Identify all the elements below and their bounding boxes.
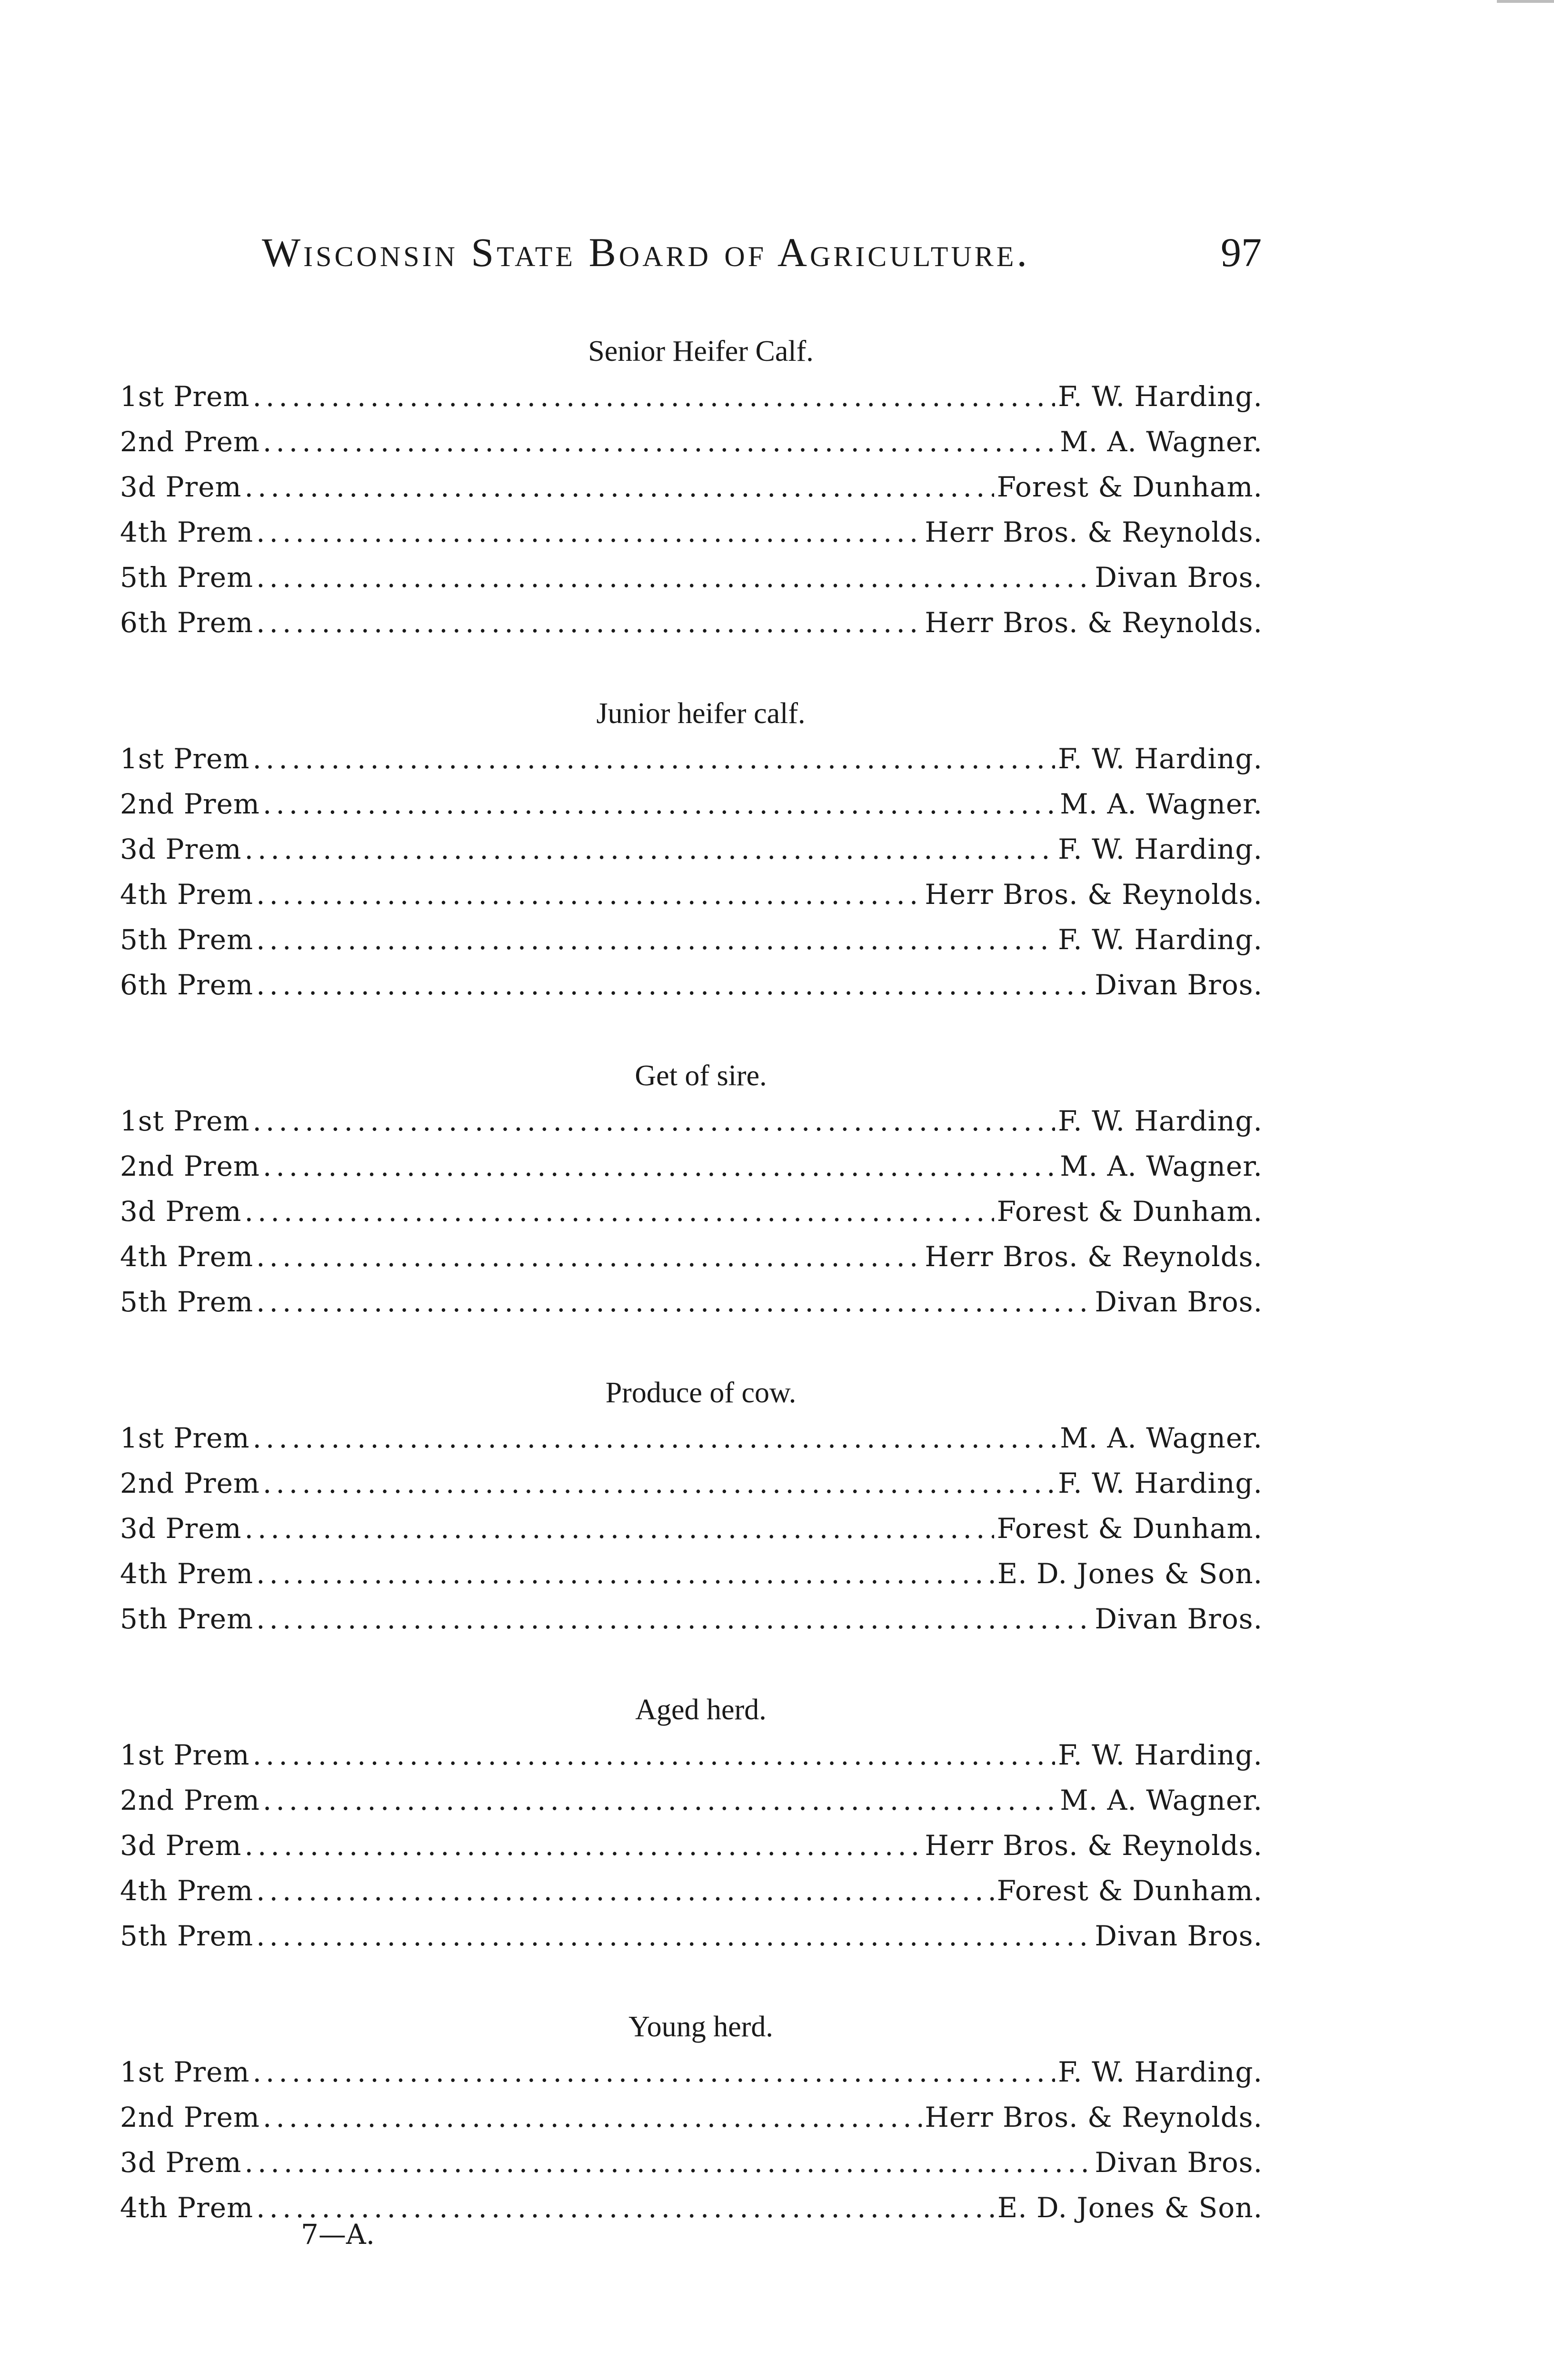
premium-place: 5th Prem (120, 1603, 254, 1635)
premium-winner: Divan Bros. (1095, 1920, 1263, 1952)
dot-leader (256, 1234, 922, 1279)
dot-leader (256, 600, 922, 645)
dot-leader (245, 2140, 1092, 2185)
premium-entry (120, 2095, 1263, 2140)
premium-entry (120, 555, 1263, 600)
page-number: 97 (1221, 229, 1262, 275)
dot-leader (256, 872, 922, 917)
premium-place: 1st Prem (120, 1422, 250, 1454)
premium-list (120, 328, 1263, 2231)
premium-winner: Divan Bros. (1095, 1286, 1263, 1318)
premium-entry (120, 1144, 1263, 1189)
premium-winner: F. W. Harding. (1058, 1105, 1263, 1137)
dot-leader (245, 1506, 994, 1551)
premium-place: 4th Prem (120, 2192, 254, 2224)
dot-leader (263, 419, 1057, 465)
dot-leader (256, 555, 1092, 600)
premium-winner: F. W. Harding. (1058, 380, 1263, 413)
section-title: Senior Heifer Calf. (588, 335, 814, 367)
premium-place: 4th Prem (120, 1557, 254, 1590)
dot-leader (252, 1099, 1055, 1144)
section-title: Get of sire. (635, 1060, 767, 1092)
premium-place: 1st Prem (120, 743, 250, 775)
premium-winner: Herr Bros. & Reynolds. (925, 878, 1263, 911)
section-title: Junior heifer calf. (596, 697, 806, 730)
award-section (120, 2004, 1263, 2231)
premium-place: 5th Prem (120, 1920, 254, 1952)
signature-mark: 7—A. (301, 2218, 375, 2251)
premium-entry (120, 736, 1263, 782)
premium-place: 2nd Prem (120, 426, 260, 458)
premium-winner: Herr Bros. & Reynolds. (925, 606, 1263, 639)
running-head (262, 228, 1262, 286)
premium-winner: Herr Bros. & Reynolds. (925, 1240, 1263, 1273)
dot-leader (256, 1279, 1092, 1325)
dot-leader (263, 1144, 1057, 1189)
premium-winner: Forest & Dunham. (996, 471, 1263, 503)
premium-place: 2nd Prem (120, 1150, 260, 1182)
premium-entry (120, 510, 1263, 555)
dot-leader (252, 374, 1055, 419)
dot-leader (256, 917, 1055, 962)
premium-place: 3d Prem (120, 833, 242, 865)
page-edge-mark (1497, 0, 1554, 3)
premium-entry (120, 2050, 1263, 2095)
premium-winner: Divan Bros. (1095, 2146, 1263, 2179)
dot-leader (263, 782, 1057, 827)
premium-entry (120, 1551, 1263, 1597)
premium-place: 5th Prem (120, 561, 254, 594)
dot-leader (256, 1914, 1092, 1959)
premium-entry (120, 2140, 1263, 2185)
premium-entry (120, 782, 1263, 827)
section-title: Young herd. (628, 2011, 773, 2043)
dot-leader (263, 1461, 1055, 1506)
premium-place: 4th Prem (120, 516, 254, 548)
dot-leader (252, 1416, 1057, 1461)
premium-entry (120, 419, 1263, 465)
dot-leader (256, 962, 1092, 1008)
premium-winner: Divan Bros. (1095, 969, 1263, 1001)
premium-place: 3d Prem (120, 2146, 242, 2179)
premium-place: 1st Prem (120, 380, 250, 413)
premium-winner: M. A. Wagner. (1060, 788, 1263, 820)
premium-winner: M. A. Wagner. (1060, 426, 1263, 458)
premium-entry (120, 1234, 1263, 1279)
premium-place: 2nd Prem (120, 2101, 260, 2133)
dot-leader (252, 2050, 1055, 2095)
section-title: Produce of cow. (605, 1377, 797, 1409)
dot-leader (252, 736, 1055, 782)
dot-leader (263, 2095, 922, 2140)
premium-winner: F. W. Harding. (1058, 1467, 1263, 1499)
running-title: Wisconsin State Board of Agriculture. (262, 229, 1030, 275)
premium-place: 3d Prem (120, 1195, 242, 1228)
premium-winner: E. D. Jones & Son. (997, 1557, 1263, 1590)
premium-place: 3d Prem (120, 1512, 242, 1545)
premium-entry (120, 917, 1263, 962)
premium-place: 1st Prem (120, 1739, 250, 1771)
premium-winner: Herr Bros. & Reynolds. (925, 2101, 1263, 2133)
premium-winner: Herr Bros. & Reynolds. (925, 516, 1263, 548)
award-section (120, 691, 1263, 1008)
dot-leader (252, 1733, 1055, 1778)
premium-entry (120, 827, 1263, 872)
dot-leader (245, 465, 994, 510)
premium-place: 4th Prem (120, 1874, 254, 1907)
premium-entry (120, 1189, 1263, 1234)
dot-leader (256, 1868, 994, 1914)
premium-place: 5th Prem (120, 923, 254, 956)
dot-leader (245, 1823, 922, 1868)
premium-entry (120, 2185, 1263, 2231)
premium-entry (120, 872, 1263, 917)
premium-entry (120, 1914, 1263, 1959)
dot-leader (263, 1778, 1057, 1823)
dot-leader (256, 1551, 995, 1597)
premium-entry (120, 962, 1263, 1008)
premium-place: 6th Prem (120, 606, 254, 639)
premium-place: 3d Prem (120, 1829, 242, 1862)
premium-entry (120, 1416, 1263, 1461)
premium-winner: F. W. Harding. (1058, 2056, 1263, 2088)
premium-entry (120, 465, 1263, 510)
premium-place: 2nd Prem (120, 1467, 260, 1499)
premium-entry (120, 600, 1263, 645)
premium-entry (120, 1461, 1263, 1506)
premium-winner: F. W. Harding. (1058, 833, 1263, 865)
premium-place: 1st Prem (120, 1105, 250, 1137)
dot-leader (256, 1597, 1092, 1642)
premium-winner: M. A. Wagner. (1060, 1784, 1263, 1816)
premium-place: 5th Prem (120, 1286, 254, 1318)
premium-winner: M. A. Wagner. (1060, 1422, 1263, 1454)
premium-place: 4th Prem (120, 878, 254, 911)
premium-place: 6th Prem (120, 969, 254, 1001)
premium-winner: M. A. Wagner. (1060, 1150, 1263, 1182)
premium-place: 2nd Prem (120, 788, 260, 820)
award-section (120, 1370, 1263, 1642)
premium-entry (120, 374, 1263, 419)
premium-entry (120, 1778, 1263, 1823)
premium-winner: Divan Bros. (1095, 1603, 1263, 1635)
premium-winner: E. D. Jones & Son. (997, 2192, 1263, 2224)
award-section (120, 1053, 1263, 1325)
dot-leader (256, 510, 922, 555)
premium-entry (120, 1506, 1263, 1551)
premium-winner: Forest & Dunham. (996, 1195, 1263, 1228)
premium-entry (120, 1099, 1263, 1144)
premium-entry (120, 1733, 1263, 1778)
premium-winner: Herr Bros. & Reynolds. (925, 1829, 1263, 1862)
premium-entry (120, 1823, 1263, 1868)
premium-entry (120, 1279, 1263, 1325)
award-section (120, 1687, 1263, 1959)
premium-entry (120, 1597, 1263, 1642)
award-section (120, 328, 1263, 645)
premium-place: 3d Prem (120, 471, 242, 503)
premium-entry (120, 1868, 1263, 1914)
dot-leader (245, 827, 1056, 872)
premium-winner: F. W. Harding. (1058, 923, 1263, 956)
premium-winner: Forest & Dunham. (996, 1874, 1263, 1907)
premium-place: 1st Prem (120, 2056, 250, 2088)
premium-winner: F. W. Harding. (1058, 1739, 1263, 1771)
dot-leader (245, 1189, 994, 1234)
premium-winner: F. W. Harding. (1058, 743, 1263, 775)
premium-winner: Forest & Dunham. (996, 1512, 1263, 1545)
premium-winner: Divan Bros. (1095, 561, 1263, 594)
premium-place: 4th Prem (120, 1240, 254, 1273)
section-title: Aged herd. (635, 1694, 767, 1726)
premium-place: 2nd Prem (120, 1784, 260, 1816)
